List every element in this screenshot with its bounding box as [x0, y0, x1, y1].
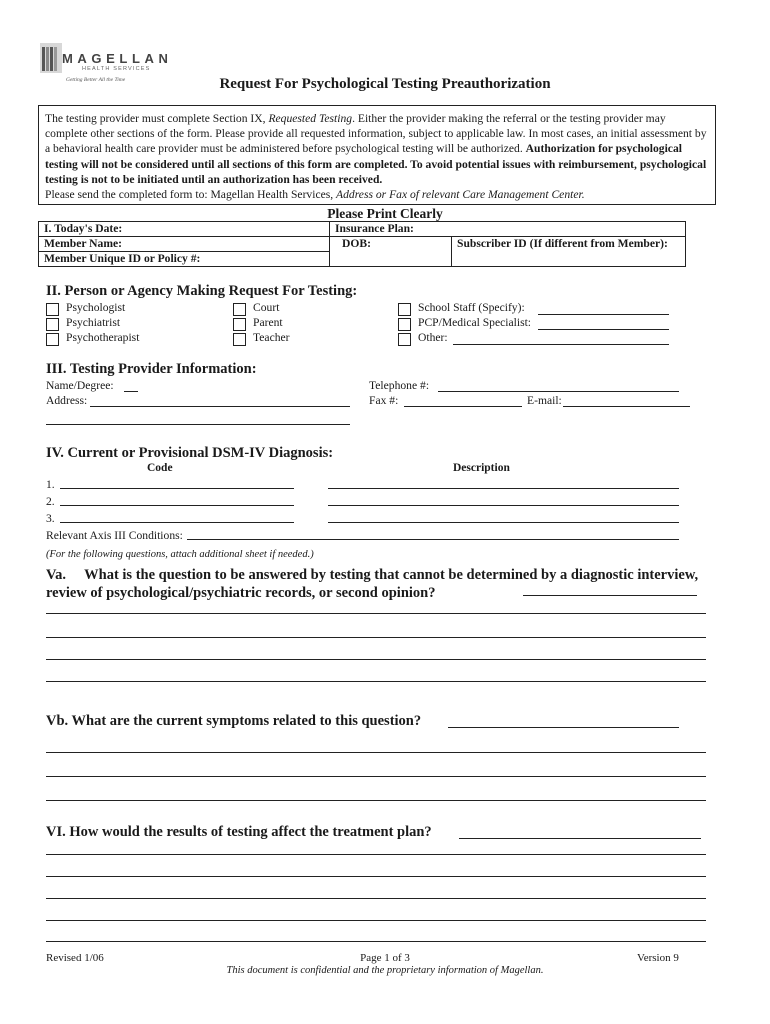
- page-title: Request For Psychological Testing Preauthorization: [219, 76, 551, 92]
- confidentiality-notice: This document is confidential and the proprietary information of Magellan.: [226, 965, 544, 976]
- dob-field[interactable]: DOB:: [330, 237, 452, 267]
- version-number: Version 9: [637, 952, 679, 964]
- psychiatrist-label: Psychiatrist: [66, 316, 121, 329]
- diagnosis-description-3-input[interactable]: [328, 522, 679, 523]
- school-staff-input[interactable]: [538, 314, 669, 315]
- section-6-answer-line-4[interactable]: [46, 898, 706, 899]
- section-6-answer-line-2[interactable]: [46, 854, 706, 855]
- diagnosis-row-3-label: 3.: [46, 512, 55, 525]
- court-checkbox[interactable]: [233, 303, 246, 316]
- diagnosis-code-2-input[interactable]: [60, 505, 294, 506]
- pcp-input[interactable]: [538, 329, 669, 330]
- instructions-box: [38, 105, 716, 205]
- school-staff-checkbox[interactable]: [398, 303, 411, 316]
- fax-input[interactable]: [404, 406, 522, 407]
- logo-subtitle: HEALTH SERVICES: [82, 66, 151, 72]
- other-checkbox[interactable]: [398, 333, 411, 346]
- axis-3-label: Relevant Axis III Conditions:: [46, 529, 183, 542]
- subscriber-id-field[interactable]: Subscriber ID (If different from Member):: [452, 237, 686, 267]
- fax-label: Fax #:: [369, 394, 399, 407]
- todays-date-field[interactable]: I. Today's Date:: [39, 222, 330, 237]
- court-label: Court: [253, 301, 280, 314]
- telephone-label: Telephone #:: [369, 379, 430, 392]
- section-5b-answer-line-4[interactable]: [46, 800, 706, 801]
- diagnosis-description-2-input[interactable]: [328, 505, 679, 506]
- address-input[interactable]: [90, 406, 350, 407]
- other-input[interactable]: [453, 344, 669, 345]
- name-degree-input[interactable]: [124, 391, 138, 392]
- section-6-question: VI. How would the results of testing affect the treatment plan?: [46, 824, 432, 840]
- pcp-checkbox[interactable]: [398, 318, 411, 331]
- section-5a-question: Va. What is the question to be answered by testing that cannot be determined by a diagnostic interview, review of psychological/psychiatric records, or second opinion?: [46, 567, 699, 601]
- section-6-answer-line-6[interactable]: [46, 941, 706, 942]
- name-degree-label: Name/Degree:: [46, 379, 114, 392]
- diagnosis-code-1-input[interactable]: [60, 488, 294, 489]
- psychiatrist-checkbox[interactable]: [46, 318, 59, 331]
- print-clearly-heading: Please Print Clearly: [327, 206, 443, 221]
- section-5b-question: Vb. What are the current symptoms related to this question?: [46, 713, 422, 729]
- section-4-heading: IV. Current or Provisional DSM-IV Diagnosis:: [46, 445, 334, 461]
- diagnosis-row-2-label: 2.: [46, 495, 55, 508]
- insurance-plan-field[interactable]: Insurance Plan:: [330, 222, 686, 237]
- section-5a-answer-line-3[interactable]: [46, 637, 706, 638]
- attach-sheet-note: (For the following questions, attach additional sheet if needed.): [46, 549, 314, 560]
- email-label: E-mail:: [527, 394, 562, 407]
- revised-date: Revised 1/06: [46, 952, 104, 964]
- section-6-answer-line-3[interactable]: [46, 876, 706, 877]
- address-input-line-2[interactable]: [46, 424, 350, 425]
- school-staff-label: School Staff (Specify):: [418, 301, 525, 314]
- address-label: Address:: [46, 394, 88, 407]
- parent-checkbox[interactable]: [233, 318, 246, 331]
- telephone-input[interactable]: [438, 391, 679, 392]
- section-5a-answer-line-5[interactable]: [46, 681, 706, 682]
- section-5a-answer-line-1[interactable]: [523, 595, 697, 596]
- page-number: Page 1 of 3: [360, 952, 410, 964]
- logo-tagline: Getting Better All the Time: [66, 77, 126, 83]
- psychotherapist-checkbox[interactable]: [46, 333, 59, 346]
- psychologist-label: Psychologist: [66, 301, 126, 314]
- axis-3-input[interactable]: [187, 539, 679, 540]
- pcp-label: PCP/Medical Specialist:: [418, 316, 532, 329]
- magellan-logo-icon: [40, 43, 62, 73]
- section-6-answer-line-5[interactable]: [46, 920, 706, 921]
- psychologist-checkbox[interactable]: [46, 303, 59, 316]
- psychotherapist-label: Psychotherapist: [66, 331, 140, 344]
- logo-wordmark: MAGELLAN: [62, 51, 173, 66]
- section-6-answer-line-1[interactable]: [459, 838, 701, 839]
- instructions-text: The testing provider must complete Section IX, Requested Testing. Either the provider making the referral or the testing provider may complete other sections of the form. Please provide all requested information, subject to applicable law. In most cases, an initial assessment by a behavioral health care provider must be administered before psychological testing will be authorized. Authorization for psychological testing will not be considered until all sections of this form are completed. To avoid potential issues with reimbursement, psychological testing is not to be initiated until an authorization has been received. Please send the completed form to: Magellan Health Services, Address or Fax of relevant Care Management Center.: [45, 112, 707, 202]
- section-5b-answer-line-1[interactable]: [448, 727, 679, 728]
- code-column-header: Code: [147, 462, 173, 474]
- diagnosis-row-1-label: 1.: [46, 478, 55, 491]
- email-input[interactable]: [563, 406, 690, 407]
- diagnosis-code-3-input[interactable]: [60, 522, 294, 523]
- other-label: Other:: [418, 331, 448, 344]
- member-unique-id-field[interactable]: Member Unique ID or Policy #:: [39, 252, 330, 267]
- member-name-field[interactable]: Member Name:: [39, 237, 330, 252]
- description-column-header: Description: [453, 462, 510, 474]
- section-3-heading: III. Testing Provider Information:: [46, 361, 257, 377]
- section-5a-answer-line-4[interactable]: [46, 659, 706, 660]
- parent-label: Parent: [253, 316, 283, 329]
- teacher-label: Teacher: [253, 331, 290, 344]
- section-2-heading: II. Person or Agency Making Request For Testing:: [46, 283, 358, 299]
- section-5b-answer-line-2[interactable]: [46, 752, 706, 753]
- section-5a-answer-line-2[interactable]: [46, 613, 706, 614]
- teacher-checkbox[interactable]: [233, 333, 246, 346]
- member-info-table: [38, 221, 686, 267]
- section-5b-answer-line-3[interactable]: [46, 776, 706, 777]
- diagnosis-description-1-input[interactable]: [328, 488, 679, 489]
